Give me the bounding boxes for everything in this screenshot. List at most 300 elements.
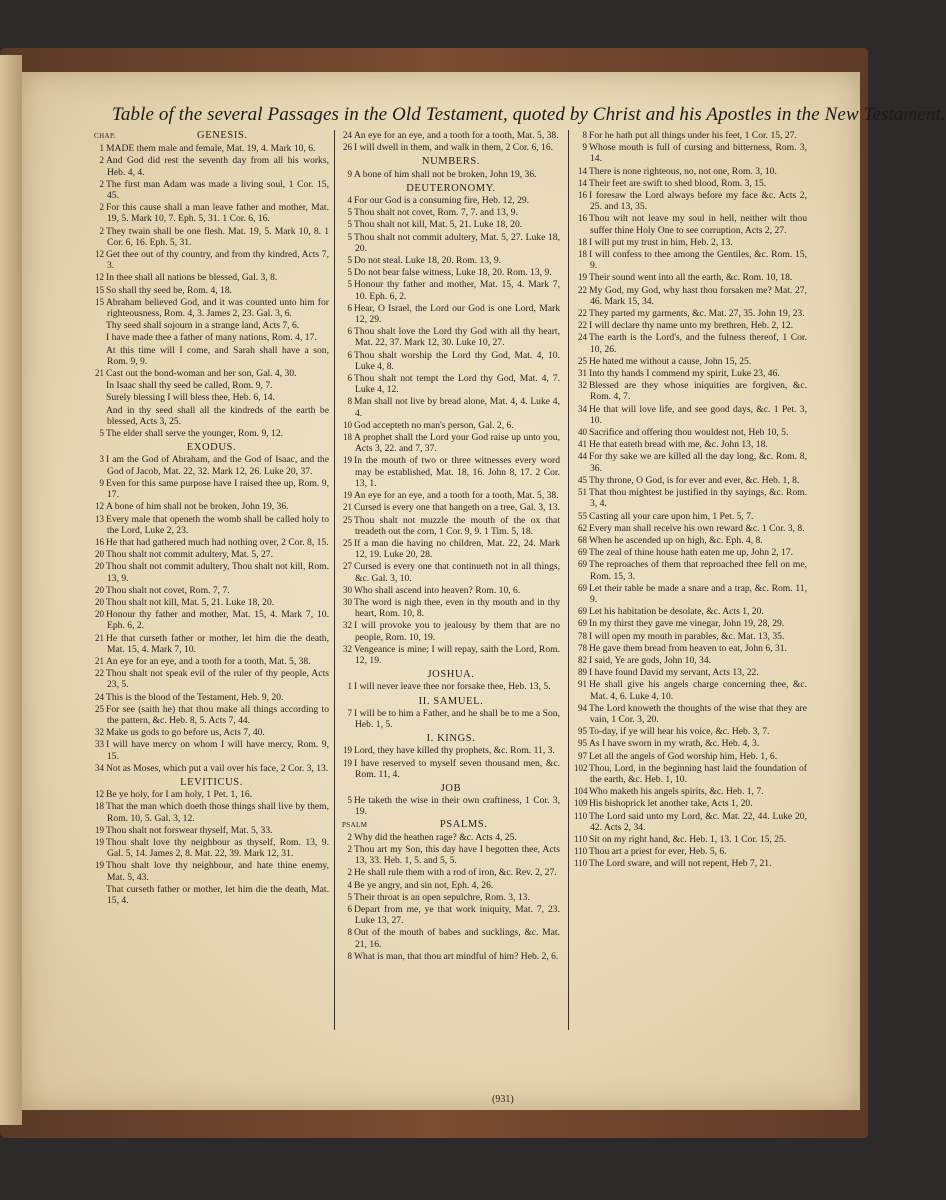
chapter-number: 12 — [95, 249, 104, 260]
passage-entry — [94, 739, 329, 761]
passage-entry — [342, 350, 560, 372]
passage-text: I will provoke you to jealousy by them that are no people, Rom. 10, 19. — [354, 620, 560, 643]
passage-entry — [342, 267, 560, 278]
passage-entry — [94, 763, 329, 774]
chapter-number: 19 — [95, 836, 104, 847]
passage-text: He that eateth bread with me, &c. John 13, 18. — [589, 439, 768, 451]
passage-text: Thou shalt not forswear thyself, Mat. 5, 33. — [106, 824, 273, 836]
passage-text: I have reserved to myself seven thousand men, &c. Rom. 11, 4. — [354, 757, 560, 780]
passage-text: Thy seed shall sojourn in a strange land, Acts 7, 6. — [106, 320, 300, 332]
chapter-number: 51 — [578, 487, 587, 498]
passage-entry — [342, 585, 560, 596]
chapter-number: 6 — [347, 904, 352, 914]
passage-entry — [342, 620, 560, 642]
chapter-number: 20 — [95, 549, 104, 560]
passage-entry — [342, 892, 560, 903]
passage-entry — [577, 213, 807, 235]
chapter-number: 4 — [347, 195, 352, 206]
chapter-number: 21 — [95, 655, 104, 666]
chapter-number: 5 — [347, 267, 352, 278]
chapter-number: 41 — [578, 439, 587, 450]
passage-text: An eye for an eye, and a tooth for a tooth, Mat. 5, 38. — [106, 655, 311, 667]
passage-text: Thou wilt not leave my soul in hell, neither wilt thou suffer thine Holy One to see corruption, Acts 2, 27. — [589, 213, 807, 236]
passage-text: In the mouth of two or three witnesses every word may be established, Mat. 18, 16. John 8, 17. 2 Cor. 13, 1. — [354, 455, 560, 489]
passage-text: Thou shalt not covet, Rom. 7, 7. — [106, 584, 230, 596]
passage-text: I will confess to thee among the Gentiles, &c. Rom. 15, 9. — [589, 249, 807, 272]
passage-entry — [342, 927, 560, 949]
passage-text: The word is nigh thee, even in thy mouth and in thy heart, Rom. 10, 8. — [354, 596, 560, 620]
passage-text: Thou shalt not commit adultery, Thou shalt not kill, Rom. 13, 9. — [106, 561, 329, 584]
passage-entry — [94, 143, 329, 154]
chapter-number: 12 — [95, 789, 104, 800]
passage-entry — [574, 786, 807, 798]
chapter-number: 7 — [347, 707, 352, 718]
passage-text: And God did rest the seventh day from all his works, Heb. 4, 4. — [106, 155, 329, 178]
passage-entry — [94, 692, 329, 703]
chapter-number: 24 — [95, 691, 104, 702]
passage-entry — [342, 232, 560, 254]
passage-entry — [94, 179, 329, 201]
passage-text: They parted my garments, &c. Mat. 27, 35. John 19, 23. — [589, 308, 805, 320]
chapter-number: 26 — [343, 142, 352, 153]
passage-entry — [342, 219, 560, 230]
passage-entry — [94, 501, 329, 512]
passage-entry — [577, 249, 807, 271]
passage-text: In thee shall all nations be blessed, Gal. 3, 8. — [106, 272, 278, 284]
chapter-number: 25 — [343, 514, 352, 525]
passage-entry — [94, 727, 329, 738]
passage-entry — [94, 392, 329, 403]
passage-entry — [342, 795, 560, 817]
passage-text: Every man shall receive his own reward &c. 1 Cor. 3, 8. — [589, 522, 805, 534]
chapter-number: 110 — [574, 810, 588, 821]
passage-text: Not as Moses, which put a vail over his face, 2 Cor. 3, 13. — [106, 762, 329, 774]
passage-entry — [342, 880, 560, 891]
book-heading: DEUTERONOMY. — [406, 182, 496, 194]
page-title: Table of the several Passages in the Old Testament, quoted by Christ and his Apostles in the New Testament. — [112, 104, 946, 125]
chapter-number: 44 — [578, 451, 587, 462]
chapter-number: 9 — [99, 477, 104, 488]
passage-entry — [577, 547, 807, 558]
passage-entry — [94, 297, 329, 319]
passage-entry — [577, 583, 807, 605]
passage-text: Who maketh his angels spirits, &c. Heb. 1, 7. — [589, 786, 764, 798]
passage-entry — [577, 356, 807, 367]
text-column-3 — [574, 130, 807, 1088]
passage-text: Cast out the bond-woman and her son, Gal. 4, 30. — [106, 368, 297, 380]
passage-entry — [94, 561, 329, 583]
passage-entry — [342, 832, 560, 843]
passage-entry — [577, 166, 807, 177]
passage-text: Thou shalt not kill, Mat. 5, 21. Luke 18, 20. — [354, 219, 523, 231]
chapter-number: 20 — [95, 584, 104, 595]
passage-entry — [94, 155, 329, 177]
passage-text: Man shall not live by bread alone, Mat. 4, 4. Luke 4, 4. — [354, 396, 560, 419]
chapter-number: 32 — [95, 727, 104, 738]
passage-entry — [577, 332, 807, 354]
passage-entry — [342, 758, 560, 780]
chapter-number: 16 — [95, 536, 104, 547]
chapter-number: 14 — [578, 177, 587, 188]
chapter-number: 5 — [99, 428, 104, 439]
passage-text: Lord, they have killed thy prophets, &c. Rom. 11, 3. — [354, 745, 555, 757]
passage-entry — [577, 130, 807, 141]
passage-text: Depart from me, ye that work iniquity, Mat. 7, 23. Luke 13, 27. — [354, 904, 560, 927]
chapter-number: 55 — [578, 510, 587, 521]
passage-text: That thou mightest be justified in thy sayings, &c. Rom. 3, 4. — [589, 487, 807, 510]
chapter-number: 19 — [95, 860, 104, 871]
chapter-number: 31 — [578, 368, 587, 379]
chapter-number: 69 — [578, 618, 587, 629]
passage-entry — [577, 427, 807, 438]
chapter-number: 9 — [582, 142, 587, 153]
passage-entry — [94, 597, 329, 608]
passage-text: Thou shalt worship the Lord thy God, Mat. 4, 10. Luke 4, 8. — [354, 349, 560, 372]
passage-entry — [94, 285, 329, 296]
passage-text: I will open my mouth in parables, &c. Mat. 13, 35. — [589, 630, 785, 642]
passage-entry — [342, 644, 560, 666]
passage-entry — [94, 345, 329, 367]
passage-text: The reproaches of them that reproached thee fell on me, Rom. 15, 3. — [589, 559, 807, 582]
passage-text: The zeal of thine house hath eaten me up, John 2, 17. — [589, 547, 794, 559]
passage-text: Let all the angels of God worship him, Heb. 1, 6. — [589, 750, 778, 762]
passage-entry — [574, 762, 807, 785]
passage-entry — [342, 455, 560, 489]
passage-text: Their feet are swift to shed blood, Rom. 3, 15. — [589, 177, 767, 189]
passage-entry — [342, 561, 560, 583]
passage-text: A bone of him shall not be broken, John 19, 36. — [354, 168, 537, 180]
passage-entry — [577, 320, 807, 331]
passage-entry — [342, 867, 560, 878]
passage-text: And in thy seed shall all the kindreds of the earth be blessed, Acts 3, 25. — [106, 404, 329, 427]
chapter-number: 69 — [578, 606, 587, 617]
passage-text: Thou shalt not kill, Mat. 5, 21. Luke 18, 20. — [106, 596, 275, 608]
passage-text: Cursed is every one that continueth not in all things, &c. Gal. 3, 10. — [354, 561, 560, 584]
passage-entry — [574, 810, 807, 833]
passage-text: Blessed are they whose iniquities are forgiven, &c. Rom. 4, 7. — [589, 380, 807, 403]
passage-text: God accepteth no man's person, Gal. 2, 6. — [354, 419, 514, 431]
passage-text: That curseth father or mother, let him die the death, Mat. 15, 4. — [106, 883, 329, 906]
passage-entry — [577, 523, 807, 534]
chapter-number: 5 — [347, 255, 352, 266]
chapter-number: 34 — [95, 762, 104, 773]
chapter-number: 68 — [578, 534, 587, 545]
passage-entry — [342, 844, 560, 866]
passage-text: Out of the mouth of babes and sucklings, &c. Mat. 21, 16. — [354, 927, 560, 950]
chapter-number: 20 — [95, 596, 104, 607]
chapter-number: 13 — [95, 513, 104, 524]
chapter-number: 94 — [578, 702, 587, 713]
passage-text: I foresaw the Lord always before my face &c. Acts 2, 25. and 13, 35. — [589, 190, 807, 213]
passage-text: A prophet shall the Lord your God raise up unto you, Acts 3, 22. and 7, 37. — [354, 432, 560, 455]
passage-entry — [574, 846, 807, 858]
chapter-number: 18 — [95, 801, 104, 812]
book-heading-row — [342, 819, 560, 831]
passage-entry — [577, 404, 807, 426]
chapter-number: 8 — [582, 130, 587, 140]
chapter-number: 5 — [347, 207, 352, 218]
chapter-number: 20 — [95, 561, 104, 572]
passage-text: Thou art my Son, this day have I begotten thee, Acts 13, 33. Heb. 1, 5. and 5, 5. — [354, 843, 560, 867]
passage-entry — [577, 511, 807, 522]
passage-text: They twain shall be one flesh. Mat. 19, 5. Mark 10, 8. 1 Cor. 6, 16. Eph. 5, 31. — [106, 225, 329, 248]
passage-entry — [342, 373, 560, 395]
passage-text: Do not steal. Luke 18, 20. Rom. 13, 9. — [354, 255, 502, 267]
passage-entry — [94, 585, 329, 596]
chapter-number: 22 — [95, 668, 104, 679]
passage-text: He gave them bread from heaven to eat, John 6, 31. — [589, 642, 787, 654]
chapter-number: 14 — [578, 165, 587, 176]
passage-entry — [342, 904, 560, 926]
passage-entry — [94, 609, 329, 631]
passage-text: I will put my trust in him, Heb. 2, 13. — [589, 236, 733, 248]
passage-entry — [574, 798, 807, 810]
chapter-number: 5 — [347, 219, 352, 230]
passage-text: Be ye angry, and sin not, Eph. 4, 26. — [354, 879, 494, 891]
passage-text: So shall thy seed be, Rom. 4, 18. — [106, 284, 233, 296]
column-rule-right — [568, 130, 569, 1030]
passage-text: I am the God of Abraham, and the God of Isaac, and the God of Jacob, Mat. 22, 32. Mark 12, 26. Luke 20, 37. — [106, 454, 329, 477]
chapter-number: 110 — [574, 846, 588, 857]
chapter-number: 19 — [95, 824, 104, 835]
passage-text: Why did the heathen rage? &c. Acts 4, 25. — [354, 831, 517, 843]
chapter-number: 15 — [95, 296, 104, 307]
passage-entry — [94, 320, 329, 331]
chapter-number: 18 — [578, 249, 587, 260]
passage-text: Be ye holy, for I am holy, 1 Pet. 1, 16. — [106, 789, 253, 801]
chapter-number: 3 — [99, 454, 104, 465]
chapter-number: 34 — [578, 403, 587, 414]
book-heading: PSALMS. — [439, 818, 488, 830]
passage-text: I will never leave thee nor forsake thee, Heb. 13, 5. — [354, 681, 551, 693]
passage-entry — [94, 884, 329, 906]
passage-text: Let his habitation be desolate, &c. Acts 1, 20. — [589, 606, 764, 618]
passage-text: He hated me without a cause, John 15, 25. — [589, 355, 752, 367]
chapter-number: 5 — [347, 231, 352, 242]
chapter-number: 78 — [578, 630, 587, 641]
chapter-number: 10 — [343, 419, 352, 430]
passage-entry — [94, 332, 329, 343]
passage-entry — [577, 643, 807, 654]
chapter-number: 95 — [578, 738, 587, 749]
chapter-number: 25 — [95, 703, 104, 714]
passage-text: The elder shall serve the younger, Rom. 9, 12. — [106, 428, 284, 440]
passage-entry — [94, 537, 329, 548]
passage-entry — [342, 432, 560, 454]
passage-text: Thou art a priest for ever, Heb. 5, 6. — [589, 846, 727, 858]
chapter-number: 16 — [578, 190, 587, 201]
passage-text: Casting all your care upon him, 1 Pet. 5, 7. — [589, 510, 754, 522]
passage-text: I have found David my servant, Acts 13, 22. — [589, 667, 759, 679]
chapter-number: 5 — [347, 891, 352, 902]
column-rule-left — [334, 130, 335, 1030]
passage-entry — [577, 190, 807, 212]
chapter-number: 95 — [578, 726, 587, 737]
passage-entry — [94, 478, 329, 500]
passage-entry — [94, 789, 329, 800]
passage-entry — [342, 538, 560, 560]
chapter-number: 8 — [347, 927, 352, 938]
passage-text: Thou shalt love thy neighbour as thyself, Rom. 13, 9. Gal. 5, 14. James 2, 8. Mat. 22, 39. Mark 12, 31. — [106, 836, 329, 860]
passage-entry — [577, 237, 807, 248]
passage-entry — [94, 202, 329, 224]
chapter-number: 27 — [343, 561, 352, 572]
passage-entry — [577, 726, 807, 737]
passage-entry — [342, 130, 560, 141]
passage-entry — [577, 308, 807, 319]
passage-text: Surely blessing I will bless thee, Heb. 6, 14. — [106, 392, 275, 404]
passage-entry — [94, 668, 329, 690]
passage-entry — [342, 255, 560, 266]
passage-entry — [577, 272, 807, 283]
chapter-number: 82 — [578, 654, 587, 665]
book-heading: GENESIS. — [197, 130, 248, 141]
passage-entry — [342, 326, 560, 348]
chapter-number: 19 — [343, 455, 352, 466]
passage-text: In my thirst they gave me vinegar, John 19, 28, 29. — [589, 618, 785, 630]
passage-text: The Lord knoweth the thoughts of the wise that they are vain, 1 Cor. 3, 20. — [589, 702, 807, 725]
chapter-number: 2 — [99, 178, 104, 189]
passage-entry — [342, 951, 560, 962]
passage-entry — [94, 549, 329, 560]
chapter-number: 19 — [578, 272, 587, 283]
passage-text: For see (saith he) that thou make all things according to the pattern, &c. Heb. 8, 5. Acts 7, 44. — [106, 703, 329, 726]
passage-entry — [94, 272, 329, 283]
passage-entry — [342, 597, 560, 619]
passage-text: I have made thee a father of many nations, Rom. 4, 17. — [106, 332, 317, 344]
chapter-number: 25 — [343, 537, 352, 548]
passage-text: Thou shalt not commit adultery, Mat. 5, 27. Luke 18, 20. — [354, 231, 560, 254]
passage-text: Do not bear false witness, Luke 18, 20. Rom. 13, 9. — [354, 267, 552, 279]
passage-text: That the man which doeth those things shall live by them, Rom. 10, 5. Gal. 3, 12. — [106, 801, 329, 824]
chapter-number: 110 — [574, 833, 588, 844]
chapter-number: 2 — [347, 831, 352, 842]
chapter-column-label: PSALM — [342, 820, 368, 829]
book-heading: I. KINGS. — [426, 733, 476, 745]
passage-entry — [94, 514, 329, 536]
book-heading: LEVITICUS. — [180, 776, 243, 788]
passage-entry — [342, 420, 560, 431]
passage-text: My God, my God, why hast thou forsaken me? Mat. 27, 46. Mark 15, 34. — [589, 284, 807, 307]
passage-text: Thou shalt not speak evil of the ruler of thy people, Acts 23, 5. — [106, 668, 329, 691]
passage-entry — [94, 633, 329, 655]
passage-text: There is none righteous, no, not one, Rom. 3, 10. — [589, 165, 777, 177]
chapter-number: 24 — [343, 130, 352, 140]
passage-entry — [342, 279, 560, 301]
passage-text: Sacrifice and offering thou wouldest not, Heb 10, 5. — [589, 427, 789, 439]
passage-text: I will be to him a Father, and he shall be to me a Son, Heb. 1, 5. — [354, 707, 560, 730]
passage-entry — [577, 368, 807, 379]
chapter-column-label: CHAP. — [94, 132, 116, 140]
passage-entry — [577, 738, 807, 749]
passage-entry — [577, 285, 807, 307]
chapter-number: 2 — [99, 202, 104, 213]
chapter-number: 9 — [347, 168, 352, 179]
passage-text: An eye for an eye, and a tooth for a tooth, Mat. 5, 38. — [354, 130, 559, 141]
passage-entry — [342, 745, 560, 756]
chapter-number: 19 — [343, 745, 352, 756]
passage-text: Let their table be made a snare and a trap, &c. Rom. 11, 9. — [589, 582, 807, 605]
passage-text: He that will love life, and see good days, &c. 1 Pet. 3, 10. — [589, 403, 807, 426]
passage-entry — [342, 169, 560, 180]
passage-entry — [577, 451, 807, 473]
passage-entry — [94, 825, 329, 836]
passage-entry — [342, 515, 560, 537]
passage-text: In Isaac shall thy seed be called, Rom. 9, 7. — [106, 380, 273, 392]
passage-text: Who shall ascend into heaven? Rom. 10, 6. — [354, 584, 521, 596]
passage-text: Vengeance is mine; I will repay, saith the Lord, Rom. 12, 19. — [354, 643, 560, 666]
chapter-number: 21 — [95, 632, 104, 643]
passage-entry — [94, 656, 329, 667]
chapter-number: 45 — [578, 474, 587, 485]
chapter-number: 4 — [347, 879, 352, 890]
passage-entry — [577, 631, 807, 642]
chapter-number: 16 — [578, 213, 587, 224]
chapter-number: 6 — [347, 349, 352, 360]
passage-text: He that had gathered much had nothing over, 2 Cor. 8, 15. — [106, 536, 329, 548]
passage-entry — [94, 380, 329, 391]
chapter-number: 22 — [578, 284, 587, 295]
passage-entry — [577, 703, 807, 725]
passage-text: When he ascended up on high, &c. Eph. 4, 8. — [589, 534, 763, 546]
passage-text: An eye for an eye, and a tooth for a tooth, Mat. 5, 38. — [354, 490, 559, 502]
passage-text: Even for this same purpose have I raised thee up, Rom. 9, 17. — [106, 477, 329, 501]
passage-entry — [577, 475, 807, 486]
passage-entry — [577, 559, 807, 581]
passage-entry — [342, 502, 560, 513]
chapter-number: 2 — [99, 225, 104, 236]
chapter-number: 25 — [578, 355, 587, 366]
passage-entry — [574, 833, 807, 845]
passage-text: His bishoprick let another take, Acts 1, 20. — [589, 798, 753, 810]
passage-text: This is the blood of the Testament, Heb. 9, 20. — [106, 691, 284, 703]
passage-text: Every male that openeth the womb shall be called holy to the Lord, Luke 2, 23. — [106, 513, 329, 536]
passage-entry — [574, 858, 807, 870]
passage-text: Into thy hands I commend my spirit, Luke 23, 46. — [589, 368, 780, 380]
passage-entry — [577, 535, 807, 546]
passage-text: Whose mouth is full of cursing and bitterness, Rom. 3, 14. — [589, 142, 807, 165]
chapter-number: 32 — [343, 620, 352, 631]
passage-text: MADE them male and female, Mat. 19, 4. Mark 10, 6. — [106, 143, 316, 155]
chapter-number: 30 — [343, 596, 352, 607]
passage-text: Thou, Lord, in the beginning hast laid the foundation of the earth, &c. Heb. 1, 10. — [589, 762, 807, 785]
passage-text: He shall rule them with a rod of iron, &c. Rev. 2, 27. — [354, 867, 557, 879]
chapter-number: 12 — [95, 272, 104, 283]
chapter-number: 110 — [574, 858, 588, 869]
chapter-number: 33 — [95, 739, 104, 750]
passage-text: Honour thy father and mother, Mat. 15, 4. Mark 7, 10. Eph. 6, 2. — [106, 609, 329, 632]
chapter-number: 78 — [578, 642, 587, 653]
passage-text: To-day, if ye will hear his voice, &c. Heb. 3, 7. — [589, 726, 770, 738]
passage-entry — [94, 801, 329, 823]
passage-entry — [94, 249, 329, 271]
chapter-number: 18 — [578, 236, 587, 247]
chapter-number: 8 — [347, 950, 352, 961]
chapter-number: 21 — [343, 502, 352, 513]
chapter-number: 20 — [95, 609, 104, 620]
passage-entry — [94, 428, 329, 439]
passage-text: Thy throne, O God, is for ever and ever, &c. Heb. 1, 8. — [589, 474, 800, 486]
chapter-number: 18 — [343, 432, 352, 443]
book-page — [22, 72, 946, 1110]
chapter-number: 22 — [578, 320, 587, 331]
passage-text: Thou shalt not tempt the Lord thy God, Mat. 4, 7. Luke 4, 12. — [354, 373, 560, 396]
book-heading: NUMBERS. — [421, 156, 481, 168]
passage-entry — [577, 439, 807, 450]
passage-entry — [577, 679, 807, 701]
chapter-number: 2 — [347, 843, 352, 854]
passage-text: Sit on my right hand, &c. Heb. 1, 13. 1 Cor. 15, 25. — [589, 833, 787, 845]
